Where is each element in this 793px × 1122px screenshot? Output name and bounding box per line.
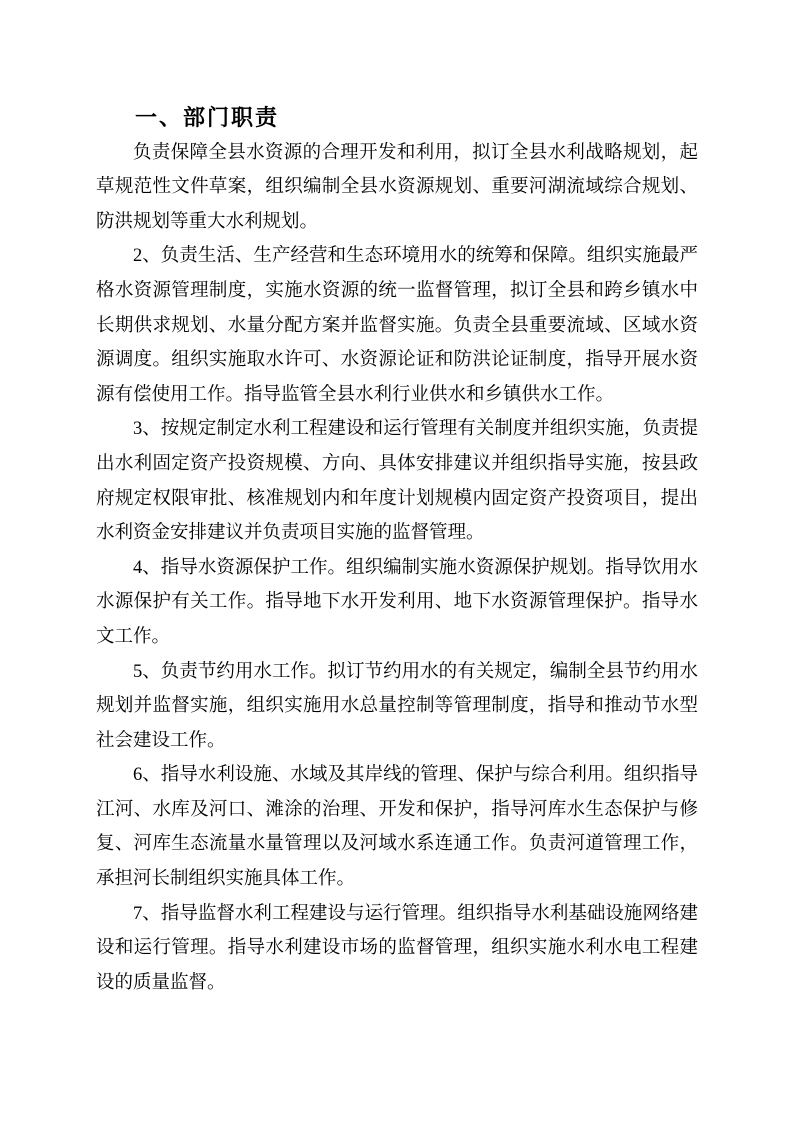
paragraph-duties-intro: 负责保障全县水资源的合理开发和利用，拟订全县水利战略规划，起草规范性文件草案，组织编制全县水资源规划、重要河湖流域综合规划、防洪规划等重大水利规划。 (96, 142, 698, 232)
paragraph-duty-5: 5、负责节约用水工作。拟订节约用水的有关规定，编制全县节约用水规划并监督实施，组织实施用水总量控制等管理制度，指导和推动节水型社会建设工作。 (96, 661, 698, 751)
paragraph-duty-6: 6、指导水利设施、水域及其岸线的管理、保护与综合利用。组织指导江河、水库及河口、滩涂的治理、开发和保护，指导河库水生态保护与修复、河库生态流量水量管理以及河域水系连通工作。负责河道管理工作，承担河长制组织实施具体工作。 (96, 765, 698, 890)
paragraph-duty-7: 7、指导监督水利工程建设与运行管理。组织指导水利基础设施网络建设和运行管理。指导水利建设市场的监督管理，组织实施水利水电工程建设的质量监督。 (96, 903, 698, 993)
paragraph-duty-2: 2、负责生活、生产经营和生态环境用水的统筹和保障。组织实施最严格水资源管理制度，实施水资源的统一监督管理，拟订全县和跨乡镇水中长期供求规划、水量分配方案并监督实施。负责全县重要流域、区域水资源调度。组织实施取水许可、水资源论证和防洪论证制度，指导开展水资源有偿使用工作。指导监管全县水利行业供水和乡镇供水工作。 (96, 246, 698, 405)
paragraph-duty-3: 3、按规定制定水利工程建设和运行管理有关制度并组织实施，负责提出水利固定资产投资规模、方向、具体安排建议并组织指导实施，按县政府规定权限审批、核准规划内和年度计划规模内固定资产投资项目，提出水利资金安排建议并负责项目实施的监督管理。 (96, 419, 698, 544)
document-content (96, 101, 698, 1000)
section-title: 一、部门职责 (135, 105, 280, 130)
paragraph-duty-4: 4、指导水资源保护工作。组织编制实施水资源保护规划。指导饮用水水源保护有关工作。指导地下水开发利用、地下水资源管理保护。指导水文工作。 (96, 557, 698, 647)
